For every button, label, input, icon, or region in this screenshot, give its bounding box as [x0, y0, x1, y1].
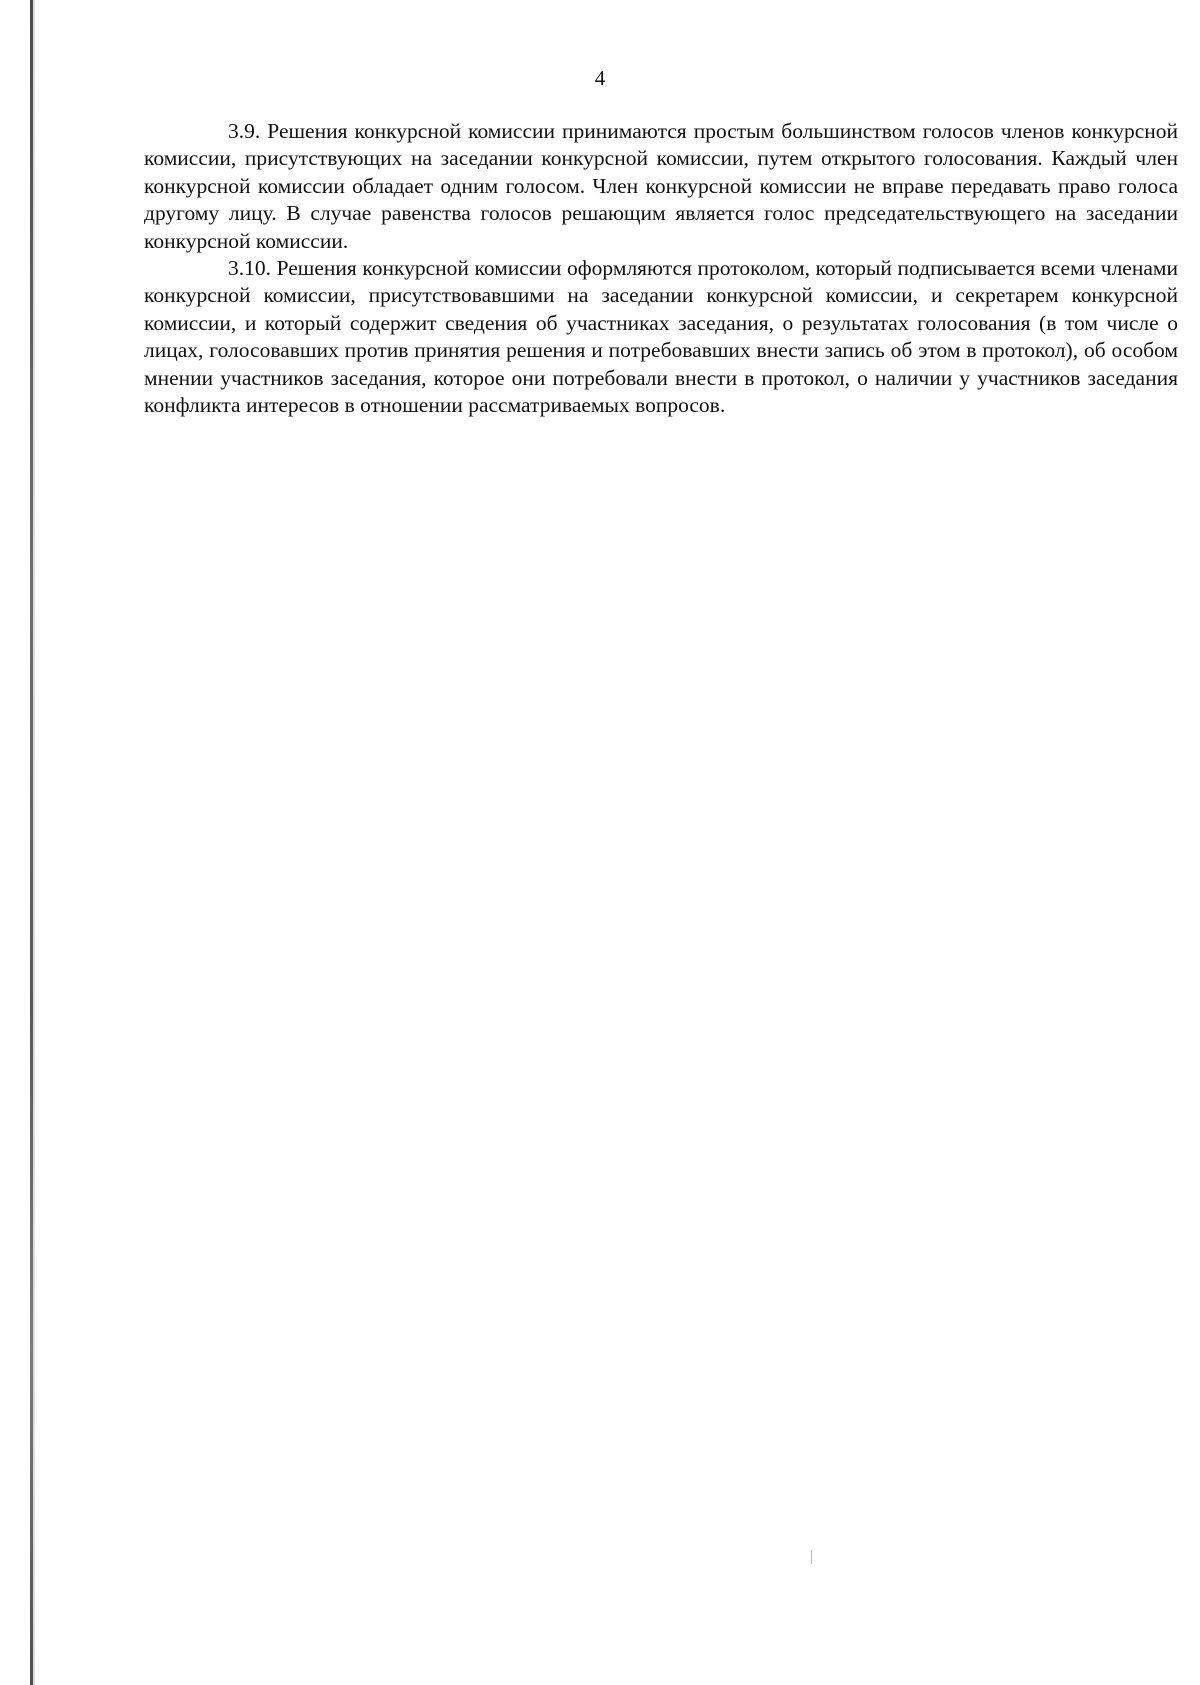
- scan-border-shadow: [33, 0, 35, 1685]
- paragraph-3-10: 3.10. Решения конкурсной комиссии оформляются протоколом, который подписывается всеми членами конкурсной комиссии, присутствовавшими на заседании конкурсной комиссии, и секретарем конкурсной комиссии, и который содержит сведения об участниках заседания, о результатах голосования (в том числе о лицах, голосовавших против принятия решения и потребовавших внести запись об этом в протокол), об особом мнении участников заседания, которое они потребовали внести в протокол, о наличии у участников заседания конфликта интересов в отношении рассматриваемых вопросов.: [144, 256, 1178, 418]
- document-body: [144, 118, 1178, 419]
- paragraph-3-9: 3.9. Решения конкурсной комиссии принимаются простым большинством голосов членов конкурсной комиссии, присутствующих на заседании конкурсной комиссии, путем открытого голосования. Каждый член конкурсной комиссии обладает одним голосом. Член конкурсной комиссии не вправе передавать право голоса другому лицу. В случае равенства голосов решающим является голос председательствующего на заседании конкурсной комиссии.: [144, 119, 1178, 253]
- scan-artifact: [811, 1550, 812, 1564]
- page-number: 4: [594, 66, 606, 90]
